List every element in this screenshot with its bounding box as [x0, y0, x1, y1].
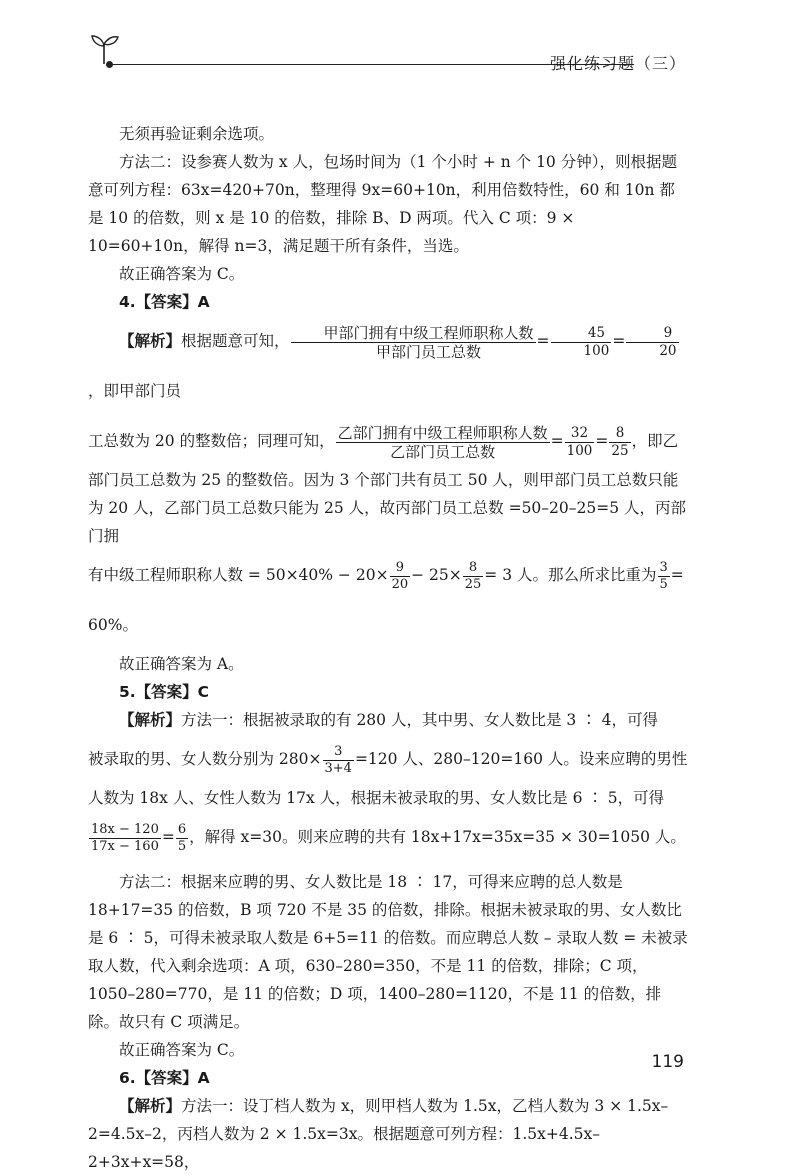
fraction: [551, 325, 612, 358]
q4-line1: [88, 316, 688, 416]
fraction-numerator: 18x − 120: [91, 821, 159, 837]
fraction-numerator: 3: [659, 559, 668, 575]
fraction-denominator: 3+4: [324, 760, 352, 776]
fraction-denominator: 100: [583, 342, 610, 359]
q5-l2-a: 被录取的男、女人数分别为 280×: [88, 750, 322, 768]
q4-l2-pre: 工总数为 20 的整数倍；同理可知，: [88, 432, 335, 450]
page-header: [0, 0, 800, 80]
fraction-numerator: 6: [177, 821, 187, 837]
q6-line1: [88, 1092, 688, 1176]
q5-line3: 人数为 18x 人、女性人数为 17x 人，根据未被录取的男、女人数比是 6 ∶ 5，可得: [88, 789, 665, 807]
fraction-numerator: 8: [609, 425, 630, 442]
fraction: [626, 325, 678, 358]
q4-answer-title: 4.【答案】A: [119, 293, 210, 311]
fraction-denominator: 17x − 160: [91, 838, 159, 854]
q3-method2: 方法二：设参赛人数为 x 人，包场时间为（1 个小时 + n 个 10 分钟），则根据题意可列方程：63x=420+70n，整理得 9x=60+10n，利用倍数特性，60 和 10n 都是 10 的倍数，则 x 是 10 的倍数，排除 B、D 两项。代入 C 项：9 × 10=60+10n，解得 n=3，满足题干所有条件，当选。: [88, 153, 677, 255]
fraction: [323, 744, 354, 776]
q4-l1-pre: 根据题意可知，: [181, 332, 290, 350]
q4-line5: [88, 550, 688, 650]
q4-l5-c: = 3 人。那么所求比重为: [484, 566, 657, 584]
q5-line2: [88, 734, 688, 784]
fraction: [609, 425, 630, 458]
fraction-denominator: 25: [464, 576, 482, 592]
fraction: [565, 425, 595, 458]
fraction-numerator: 45: [551, 325, 612, 342]
q4-analysis-tag: 【解析】: [119, 332, 182, 350]
page-number: 119: [651, 1052, 684, 1072]
q4-l5-b: − 25×: [411, 566, 462, 584]
q4-line2: [88, 416, 688, 466]
page-content: [88, 120, 688, 1176]
q3-line0: 无须再验证剩余选项。: [119, 125, 275, 143]
fraction-denominator: 甲部门员工总数: [376, 342, 482, 361]
fraction-numerator: 3: [323, 744, 354, 761]
q6-body: 方法一：设丁档人数为 x，则甲档人数为 1.5x，乙档人数为 3 × 1.5x–2=4.5x–2，丙档人数为 2 × 1.5x=3x。根据题意可列方程：1.5x+4.5x–2+3x+x=58，: [88, 1097, 669, 1171]
fraction: [336, 424, 550, 461]
equals: =: [536, 332, 550, 350]
fraction-denominator: 5: [177, 838, 187, 854]
fraction-denominator: 5: [659, 576, 668, 592]
fraction: [463, 560, 484, 592]
fraction-numerator: 乙部门拥有中级工程师职称人数: [337, 423, 548, 442]
fraction-denominator: 20: [391, 576, 409, 592]
fraction: [291, 324, 536, 361]
equals: =: [612, 332, 626, 350]
q5-line4: [88, 812, 688, 862]
q6-answer-title: 6.【答案】A: [119, 1069, 210, 1087]
fraction-denominator: 100: [566, 442, 593, 459]
header-title: 强化练习题（三）: [549, 54, 686, 73]
q4-l5-d: = 60%。: [88, 566, 684, 634]
fraction: [89, 822, 161, 854]
fraction-numerator: 甲部门拥有中级工程师职称人数: [291, 324, 536, 343]
sprout-icon: [88, 30, 120, 66]
q4-l1-post: ，即甲部门员: [88, 382, 182, 400]
fraction-denominator: 20: [659, 342, 677, 359]
fraction: [658, 560, 670, 592]
fraction-denominator: 乙部门员工总数: [390, 442, 496, 461]
q5-l1: 方法一：根据被录取的有 280 人，其中男、女人数比是 3 ∶ 4，可得: [181, 711, 658, 729]
q5-analysis-tag: 【解析】: [119, 711, 182, 729]
q4-conclusion: 故正确答案为 A。: [119, 655, 244, 673]
fraction-numerator: 32: [565, 425, 595, 442]
q5-l2-b: =120 人、280–120=160 人。设来应聘的男性: [354, 750, 688, 768]
q3-conclusion: 故正确答案为 C。: [119, 265, 245, 283]
q5-answer-title: 5.【答案】C: [119, 683, 210, 701]
fraction-denominator: 25: [611, 442, 629, 459]
fraction-numerator: 9: [390, 560, 411, 577]
equals: =: [550, 432, 564, 450]
q5-l4-b: ，解得 x=30。则来应聘的共有 18x+17x=35x=35 × 30=1050 人。: [189, 828, 686, 846]
fraction: [390, 560, 411, 592]
q4-l2-post: ，即乙: [631, 432, 679, 450]
q5-method2: 方法二：根据来应聘的男、女人数比是 18 ∶ 17，可得来应聘的总人数是 18+17=35 的倍数，B 项 720 不是 35 的倍数，排除。根据未被录取的男、女人数比是 6 ∶ 5，可得未被录取人数是 6+5=11 的倍数。而应聘总人数 – 录取人数 = 未被录取人数，代入剩余选项：A 项，630–280=350，不是 11 的倍数，排除；C 项，1050–280=770，是 11 的倍数；D 项，1400–280=1120，不是 11 的倍数，排除。故只有 C 项满足。: [88, 873, 688, 1031]
q4-l5-a: 有中级工程师职称人数 = 50×40% − 20×: [88, 566, 389, 584]
equals: =: [595, 432, 609, 450]
equals: =: [161, 828, 175, 846]
fraction-numerator: 9: [626, 325, 678, 342]
fraction: [176, 822, 188, 854]
q5-line1: [88, 706, 688, 734]
q4-body: 部门员工总数为 25 的整数倍。因为 3 个部门共有员工 50 人，则甲部门员工总数只能为 20 人，乙部门员工总数只能为 25 人，故丙部门员工总数 =50–20–25=5 人，丙部门拥: [88, 471, 687, 545]
q5-conclusion: 故正确答案为 C。: [119, 1041, 245, 1059]
q6-analysis-tag: 【解析】: [119, 1097, 182, 1115]
fraction-numerator: 8: [463, 560, 484, 577]
